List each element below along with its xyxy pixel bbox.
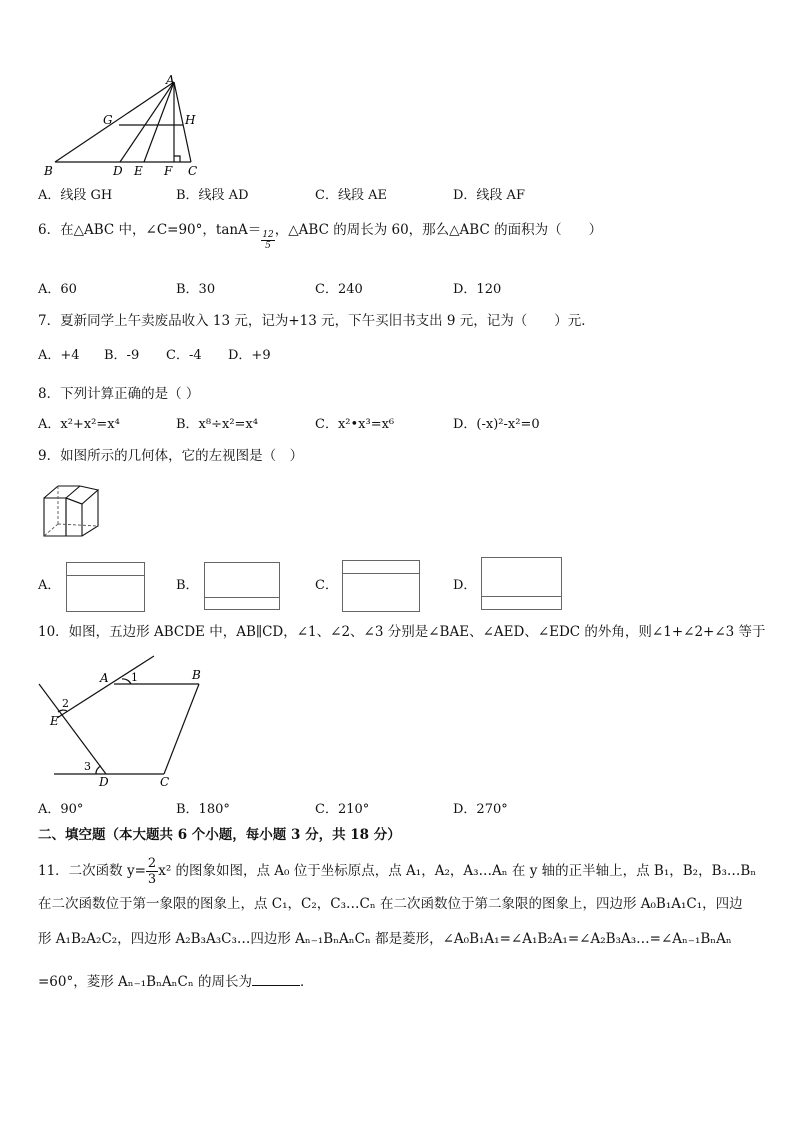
- q9-option-d-view[interactable]: [481, 557, 562, 610]
- q11-l4-before: =60°，菱形 Aₙ₋₁BₙAₙCₙ 的周长为: [38, 974, 252, 990]
- q11-answer-blank[interactable]: [252, 972, 300, 986]
- q9-option-d-label[interactable]: D．: [453, 578, 477, 593]
- q5-option-c[interactable]: C．线段 AE: [315, 188, 387, 203]
- fig5-label-a: A: [166, 73, 175, 87]
- fig5-label-f: F: [164, 164, 173, 178]
- q10-question: 10．如图，五边形 ABCDE 中，AB∥CD，∠1、∠2、∠3 分别是∠BAE、∠AED、∠EDC 的外角，则∠1+∠2+∠3 等于: [38, 624, 766, 640]
- q6-fraction: [261, 230, 274, 251]
- q11-line-1: [38, 856, 756, 887]
- q6-frac-den: 5: [265, 241, 271, 251]
- q9-option-b-view[interactable]: [204, 562, 280, 610]
- q6-question: [38, 220, 603, 251]
- fig10-label-e: E: [50, 714, 59, 728]
- fig10-label-b: B: [192, 668, 201, 682]
- q9-option-a-view[interactable]: [66, 562, 145, 612]
- q6-option-b[interactable]: B．30: [176, 282, 216, 297]
- q6-option-a[interactable]: A．60: [38, 282, 77, 297]
- q11-line-4: [38, 972, 313, 991]
- fig10-angle-1: 1: [131, 671, 138, 684]
- q10-option-a[interactable]: A．90°: [38, 802, 84, 817]
- solid-figure: [38, 480, 110, 542]
- q7-option-c[interactable]: C．-4: [166, 348, 202, 363]
- fig5-label-c: C: [188, 164, 198, 178]
- q8-option-d[interactable]: D．(-x)²-x²=0: [453, 417, 540, 432]
- q8-question: 8．下列计算正确的是（ ）: [38, 386, 200, 402]
- triangle-figure: [36, 72, 216, 180]
- q9-option-b-label[interactable]: B．: [176, 578, 199, 593]
- q9-option-c-label[interactable]: C．: [315, 578, 338, 593]
- q9-option-a-label[interactable]: A．: [38, 578, 61, 593]
- fig10-label-c: C: [160, 775, 170, 789]
- q11-frac-num: 2: [147, 856, 157, 871]
- q10-option-d[interactable]: D．270°: [453, 802, 508, 817]
- q9-option-c-view[interactable]: [342, 560, 420, 612]
- q7-option-a[interactable]: A．+4: [38, 348, 80, 363]
- q11-l4-after: ．: [299, 974, 314, 990]
- fig5-label-d: D: [113, 164, 123, 178]
- q11-l1-after: x² 的图象如图，点 A₀ 位于坐标原点，点 A₁，A₂，A₃…Aₙ 在 y 轴的正半轴上，点 B₁，B₂，B₃…Bₙ: [158, 863, 757, 879]
- q11-frac-den: 3: [147, 872, 157, 887]
- fig10-label-a: A: [100, 671, 109, 685]
- section-2-title: 二、填空题（本大题共 6 个小题，每小题 3 分，共 18 分）: [38, 827, 401, 843]
- q8-option-a[interactable]: A．x²+x²=x⁴: [38, 417, 120, 432]
- q6-frac-num: 12: [262, 230, 274, 240]
- q6-text-after: ，△ABC 的周长为 60，那么△ABC 的面积为（ ）: [274, 222, 603, 238]
- q7-question: 7．夏新同学上午卖废品收入 13 元，记为+13 元，下午买旧书支出 9 元，记为（ ）元．: [38, 313, 595, 329]
- q11-fraction: [146, 856, 158, 887]
- q5-option-b[interactable]: B．线段 AD: [176, 188, 249, 203]
- fig10-label-d: D: [99, 775, 109, 789]
- q7-option-b[interactable]: B．-9: [104, 348, 140, 363]
- q6-option-d[interactable]: D．120: [453, 282, 502, 297]
- q6-text-before: 6．在△ABC 中，∠C=90°，tanA＝: [38, 222, 262, 238]
- q10-option-c[interactable]: C．210°: [315, 802, 370, 817]
- q11-l1-before: 11．二次函数 y=: [38, 863, 146, 879]
- pentagon-figure: [36, 652, 221, 790]
- fig5-label-b: B: [44, 164, 53, 178]
- q8-option-b[interactable]: B．x⁸÷x²=x⁴: [176, 417, 258, 432]
- q5-option-a[interactable]: A．线段 GH: [38, 188, 113, 203]
- fig5-label-g: G: [103, 113, 113, 127]
- q6-option-c[interactable]: C．240: [315, 282, 363, 297]
- fig5-label-h: H: [185, 113, 196, 127]
- fig10-angle-3: 3: [84, 760, 91, 773]
- q9-question: 9．如图所示的几何体，它的左视图是（ ）: [38, 448, 304, 464]
- q11-line-3: 形 A₁B₂A₂C₂，四边形 A₂B₃A₃C₃…四边形 Aₙ₋₁BₙAₙCₙ 都是菱形，∠A₀B₁A₁=∠A₁B₂A₁=∠A₂B₃A₃…=∠Aₙ₋₁BₙAₙ: [38, 931, 732, 947]
- q7-option-d[interactable]: D．+9: [228, 348, 271, 363]
- q10-option-b[interactable]: B．180°: [176, 802, 230, 817]
- q8-option-c[interactable]: C．x²•x³=x⁶: [315, 417, 395, 432]
- q5-option-d[interactable]: D．线段 AF: [453, 188, 525, 203]
- fig10-angle-2: 2: [62, 697, 69, 710]
- fig5-label-e: E: [134, 164, 143, 178]
- q11-line-2: 在二次函数位于第一象限的图象上，点 C₁，C₂，C₃…Cₙ 在二次函数位于第二象限的图象上，四边形 A₀B₁A₁C₁，四边: [38, 896, 743, 912]
